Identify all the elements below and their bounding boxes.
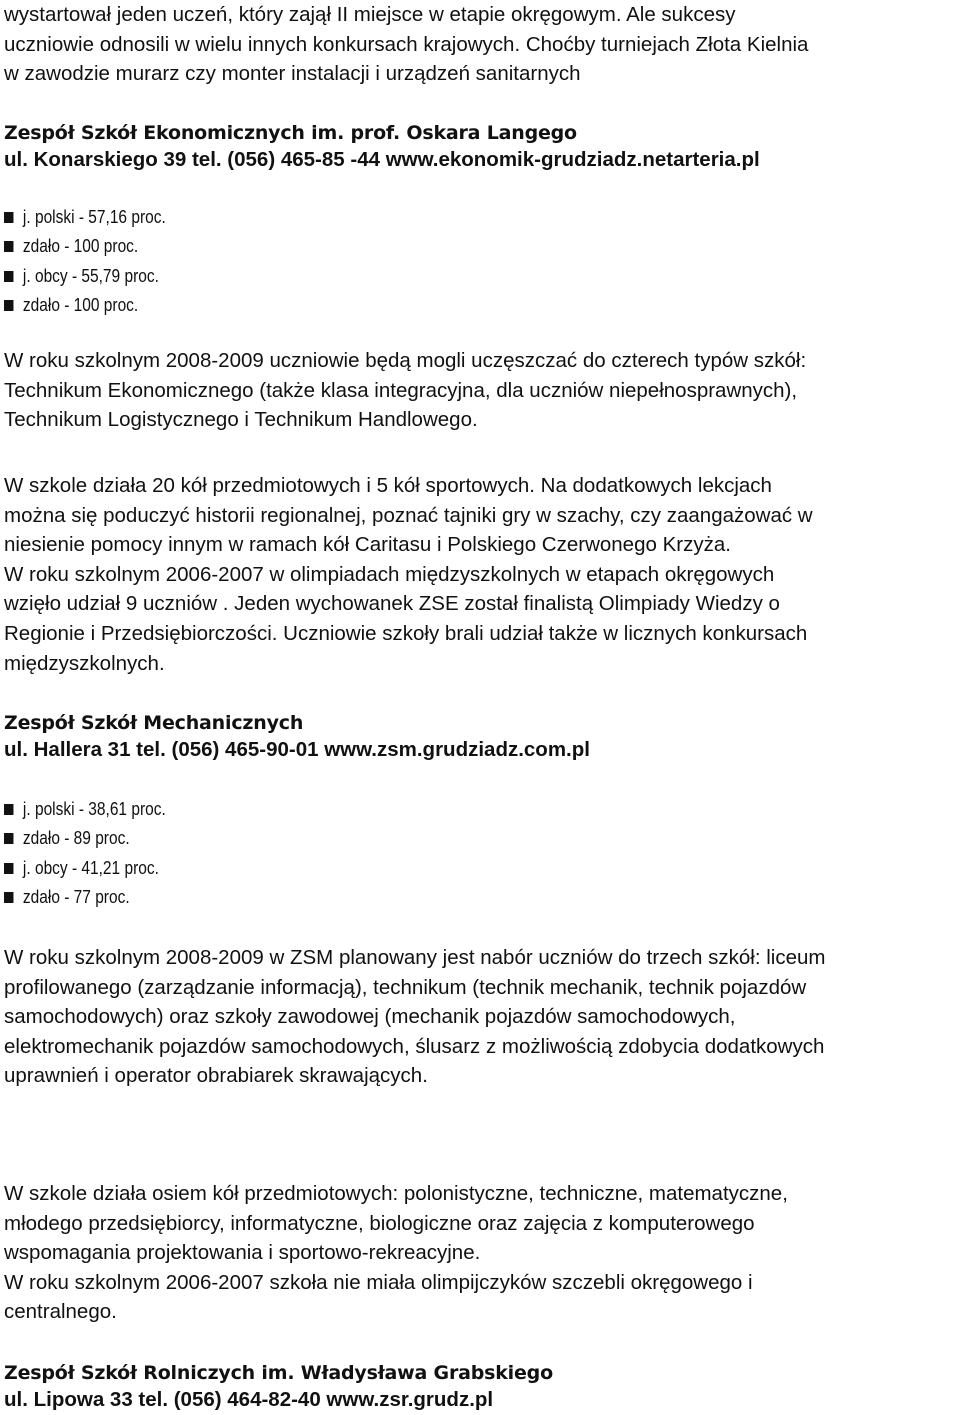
school-paragraph: [4, 1179, 788, 1327]
stat-item: zdało - 77 proc.: [4, 883, 166, 912]
text-line: W roku szkolnym 2008-2009 uczniowie będą mogli uczęszczać do czterech typów szkół:: [4, 349, 807, 372]
school-section-economic: [4, 120, 760, 174]
school-address: ul. Lipowa 33 tel. (056) 464-82-40 www.zsr.grudz.pl: [4, 1388, 494, 1411]
stat-item: zdało - 89 proc.: [4, 824, 166, 853]
school-paragraph: [4, 471, 813, 678]
square-bullet-icon: [4, 271, 13, 282]
stat-item: zdało - 100 proc.: [4, 232, 166, 261]
text-line: samochodowych) oraz szkoły zawodowej (mechanik pojazdów samochodowych,: [4, 1005, 736, 1029]
text-line: wspomagania projektowania i sportowo-rekreacyjne.: [4, 1241, 481, 1265]
school-name: Zespół Szkół Mechanicznych: [4, 712, 304, 734]
text-line: W roku szkolnym 2008-2009 w ZSM planowany jest nabór uczniów do trzech szkół: liceum: [4, 946, 826, 969]
text-line: Regionie i Przedsiębiorczości. Uczniowie szkoły brali udział także w licznych konkursach: [4, 621, 808, 645]
text-line: Technikum Ekonomicznego (także klasa integracyjna, dla uczniów niepełnosprawnych),: [4, 378, 798, 402]
text-line: W szkole działa 20 kół przedmiotowych i 5 kół sportowych. Na dodatkowych lekcjach: [4, 474, 772, 497]
stat-item: j. polski - 57,16 proc.: [4, 203, 166, 232]
school-paragraph: [4, 943, 826, 1091]
school-name: Zespół Szkół Rolniczych im. Władysława Grabskiego: [4, 1362, 553, 1384]
stat-item: j. obcy - 41,21 proc.: [4, 854, 166, 883]
text-line: Technikum Logistycznego i Technikum Handlowego.: [4, 408, 478, 432]
school-address: ul. Konarskiego 39 tel. (056) 465-85 -44 www.ekonomik-grudziadz.netarteria.pl: [4, 148, 760, 171]
text-line: można się poduczyć historii regionalnej, poznać tajniki gry w szachy, czy zaangażować w: [4, 503, 813, 527]
text-line: W szkole działa osiem kół przedmiotowych: polonistyczne, techniczne, matematyczne,: [4, 1182, 788, 1205]
text-line: młodego przedsiębiorcy, informatyczne, biologiczne oraz zajęcia z komputerowego: [4, 1211, 755, 1235]
text-line: międzyszkolnych.: [4, 651, 165, 675]
exam-stats-list: [4, 203, 192, 320]
text-line: uczniowie odnosili w wielu innych konkursach krajowych. Choćby turniejach Złota Kielnia: [4, 32, 809, 56]
text-line: centralnego.: [4, 1300, 117, 1324]
school-address: ul. Hallera 31 tel. (056) 465-90-01 www.zsm.grudziadz.com.pl: [4, 738, 590, 761]
text-line: niesienie pomocy innym w ramach kół Caritasu i Polskiego Czerwonego Krzyża.: [4, 533, 731, 557]
text-line: w zawodzie murarz czy monter instalacji i urządzeń sanitarnych: [4, 62, 581, 86]
school-name: Zespół Szkół Ekonomicznych im. prof. Oskara Langego: [4, 122, 577, 144]
school-section-agricultural: [4, 1360, 553, 1414]
square-bullet-icon: [4, 804, 13, 815]
stat-item: j. polski - 38,61 proc.: [4, 795, 166, 824]
text-line: wystartował jeden uczeń, który zajął II miejsce w etapie okręgowym. Ale sukcesy: [4, 3, 736, 26]
text-line: W roku szkolnym 2006-2007 w olimpiadach międzyszkolnych w etapach okręgowych: [4, 562, 775, 586]
square-bullet-icon: [4, 241, 13, 252]
text-line: wzięło udział 9 uczniów . Jeden wychowanek ZSE został finalistą Olimpiady Wiedzy o: [4, 592, 780, 616]
text-line: W roku szkolnym 2006-2007 szkoła nie miała olimpijczyków szczebli okręgowego i: [4, 1270, 753, 1294]
square-bullet-icon: [4, 212, 13, 223]
square-bullet-icon: [4, 863, 13, 874]
square-bullet-icon: [4, 892, 13, 903]
text-line: uprawnień i operator obrabiarek skrawających.: [4, 1064, 428, 1088]
intro-paragraph: [4, 0, 808, 89]
stat-item: j. obcy - 55,79 proc.: [4, 262, 166, 291]
exam-stats-list: [4, 795, 192, 912]
square-bullet-icon: [4, 300, 13, 311]
stat-item: zdało - 100 proc.: [4, 291, 166, 320]
text-line: elektromechanik pojazdów samochodowych, ślusarz z możliwością zdobycia dodatkowych: [4, 1034, 825, 1058]
school-section-mechanical: [4, 710, 590, 764]
text-line: profilowanego (zarządzanie informacją), technikum (technik mechanik, technik pojazdów: [4, 975, 807, 999]
school-paragraph: [4, 346, 806, 435]
square-bullet-icon: [4, 833, 13, 844]
